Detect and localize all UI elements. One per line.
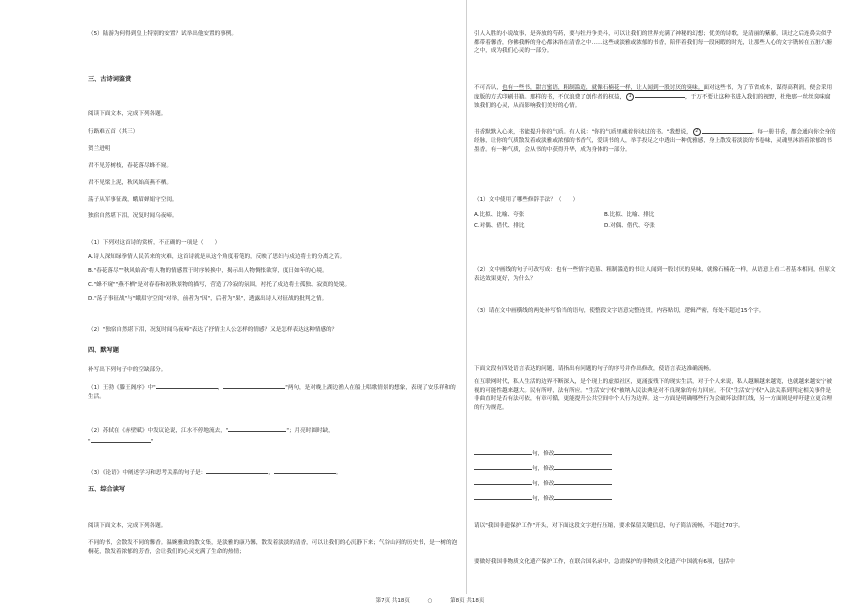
left-page-number: 第7页 共18页 (375, 598, 410, 604)
page-footer (0, 594, 860, 608)
circle-2-icon: 2 (693, 128, 701, 136)
fix-row: 句，修改 (474, 440, 836, 459)
page-divider (466, 0, 467, 594)
section-3-title: 三、古诗词鉴赏 (88, 76, 132, 83)
answer-blank[interactable] (156, 388, 218, 389)
sentence-number-blank[interactable] (474, 499, 532, 500)
answer-blank[interactable] (274, 473, 336, 474)
underlined-sentence: 也有一些书，甜言蜜语，粗制滥造，就像石楠花一样，让人闻到一股讨厌的臭味。 (501, 85, 704, 91)
option-b: B.比拟、比喻、排比 (604, 212, 655, 218)
poem-author: 贺兰进明 (88, 146, 111, 152)
mc-option-c: C."蜂不窥""燕不栖"是对春春和初秋景物的描写，营造了冷寂的氛围，衬托了戍边将士孤独、寂寞的处境。 (88, 282, 351, 288)
option-c: C.对偶、借代、排比 (474, 223, 525, 229)
fill-question-3: （3）《论语》中阐述学习和思考关系的句子是： ， 。 (88, 470, 342, 476)
compress-question: 请以"我国非遗保护工作"开头，对下面这段文字进行压缩，要求保留关键信息，句子简洁流畅，不超过70字。 (474, 523, 744, 529)
fill-intro: 补写出下列句子中的空缺部分。 (88, 367, 167, 373)
left-page (88, 0, 460, 594)
section-4-title: 四、默写题 (88, 347, 119, 354)
fix-row: 句，修改 (474, 455, 836, 474)
sick-sentence-text: 在互联网时代，私人生活的边界不断深入，是个现上的虚拟社区，更涌蛮残下的现实生活，对于个人来说，私人越顺越来越宽，也就越来越安宁被视的可能性越来越大。民有所呼，法有所应。"生活安宁权"被纳入民法典是对不良现象的有力回应。不仅"生活安宁权"入法关系到判定相关事件是非曲直时是否有法可依，有章可循，更能提升公共空间中个人行为边界。这一方面是明确哪些行为会破坏法律红线，另一方面则是呼吁建立更合理的行为规范。 (474, 379, 833, 411)
right-page (474, 0, 836, 594)
poem-line: 君不见芳树枝，春花落尽蜂不窥。 (88, 163, 172, 169)
answer-blank[interactable] (635, 97, 685, 98)
answer-blank[interactable] (206, 473, 268, 474)
question-3: （3）请在文中画横线的两处补写恰当的语句，使整段文字语意完整连贯，内容贴切，逻辑严密，每处不超过15个字。 (474, 308, 765, 314)
right-page-number: 第8页 共18页 (450, 598, 485, 604)
fold-mark-icon: ○ (427, 598, 433, 604)
reading-paragraph: 不同的书，会散发不同的馨香。温婉雅致的散文集，是淡雅的康乃馨，散发着淡淡的清香，可以让我们的心沉静下来；气谷山河的历史书，是一树的泡桐花，散发着浓郁的芳香，会让我们的心灵充满了生命的热情； (88, 540, 458, 555)
compress-text: 要做好我国非物质文化遗产保护工作，在联合国名录中，急需保护的非物质文化遗产中国就有6项，包括中 (474, 559, 735, 565)
fill-question-2: （2）苏轼在《赤壁赋》中发议论说，江水不停地流去，" "；月亮时圆时缺， (88, 428, 334, 434)
mc-option-a: A.诗人深知绿拳情人民苦来的灾难，这首诗就是从这个角度着笔的，反映了思妇与戍边将士的分离之苦。 (88, 254, 346, 260)
poem-intro: 阅读下面文本，完成下列各题。 (88, 111, 167, 117)
poem-line: 荡子从军事征战，蛾眉婵娟守空闺。 (88, 197, 178, 203)
answer-blank[interactable] (228, 431, 286, 432)
fill-question-2-cont: " " (88, 439, 154, 445)
reading-paragraph: 引人入胜的小说故事，是奔放的芍药，要与牡丹争美斗，可以让我们的世界充满了神秘的幻想；优美的诗歌，是清丽的紫藤，读过之后连鼻尖似乎都带着馨香，你佛我醉的身心都沐浴在清香之中……这些或淡雅或浓郁的书香，陪伴着我们每一段闲暇的时光，让那些人心的文字镌转在五脏六腑之中，成为我们心灵的一部分。 (474, 31, 833, 55)
reading-paragraph: 不可否认，也有一些书，甜言蜜语，粗制滥造，就像石楠花一样，让人闻到一股讨厌的臭味。面对这些书，为了节省成本，谋得高利润，便会采用庞版的方式印刷书籍。那样的书，不仅浪费了创作者的权益， 1 ，于万不要让这种书进入我们的视野，杜绝那一丝丝臭味腐蚀我们的心灵，从而影响我们美好的心情。 (474, 85, 833, 109)
poem-line: 君不见梁上泥，秋风始高燕不栖。 (88, 180, 172, 186)
mc-option-b: B."春花落尽""秋风始高"将人物的情感置于时序转换中，揭示出人物惆怅欲穿，度日如年的心境。 (88, 268, 328, 274)
fix-row: 句，修改 (474, 485, 836, 504)
mc-question: （1）下列对这首诗的赏析，不正确的一项是（ ） (88, 240, 221, 246)
question-5: （5）陆游为何得到皇上特别的安置？试举出他安置的事例。 (88, 31, 237, 37)
question-2: （2）"独宿自然堪下泪，况复时闻乌夜啼"表达了抒情主人公怎样的情感？又是怎样表达这种情感的？ (88, 327, 338, 333)
mc-option-d: D."荡子事征战"与"蛾眉守空闺"对举，前者为"因"，后者为"果"，透露出诗人对征战的批判之情。 (88, 296, 328, 302)
reading-intro: 阅读下面文本，完成下列各题。 (88, 523, 167, 529)
poem-line: 独宿自然堪下泪，况复时闻乌夜啼。 (88, 213, 178, 219)
poem-title: 行路难五首（其三） (88, 129, 139, 135)
question-2: （2）文中画线的句子可改写成：也有一些情字造墓、粗制滥造的书让人闻到一股讨厌的臭味，就像石楠花一样，从语意上看二者基本相同，但原文表达效果更好，为什么？ (474, 267, 836, 282)
question-1: （1）文中使用了哪些修辞手法？（ ） (474, 197, 579, 203)
answer-blank[interactable] (91, 442, 151, 443)
reading-paragraph: 书香默默入心来，书能提升你的气质。有人说："你的气质里藏着你读过的书。"我想说， 2 。每一册书香，都会通向你全身的经脉，让你的气质散发着或淡雅或浓郁的书香气，爱读书的人，举手投足之中透出一种优雅感，身上散发着淡淡的书卷味，灵魂里沐浴着浓郁的书墨香。有一种气质，会从书的中获得升华，成为身体的一部分。 (474, 129, 836, 153)
section-5-title: 五、综合读写 (88, 486, 126, 493)
fix-row: 句，修改 (474, 470, 836, 489)
option-d: D.对偶、借代、夸张 (604, 223, 655, 229)
fill-question-1: （1）王勃《滕王阁序》中" ， "两句，是对晚上湖边渔人在船上唱歌情景的想象，表现了安乐祥和的生活。 (88, 385, 456, 400)
option-a: A.比拟、比喻、夸张 (474, 212, 525, 218)
answer-blank[interactable] (223, 388, 285, 389)
fix-blank[interactable] (554, 499, 612, 500)
answer-blank[interactable] (702, 133, 752, 134)
sick-sentence-intro: 下面文段有四处语言表达的问题，请指出有问题的句子的序号并作出修改，使语言表达准确流畅。 (474, 366, 715, 372)
circle-1-icon: 1 (626, 93, 634, 101)
